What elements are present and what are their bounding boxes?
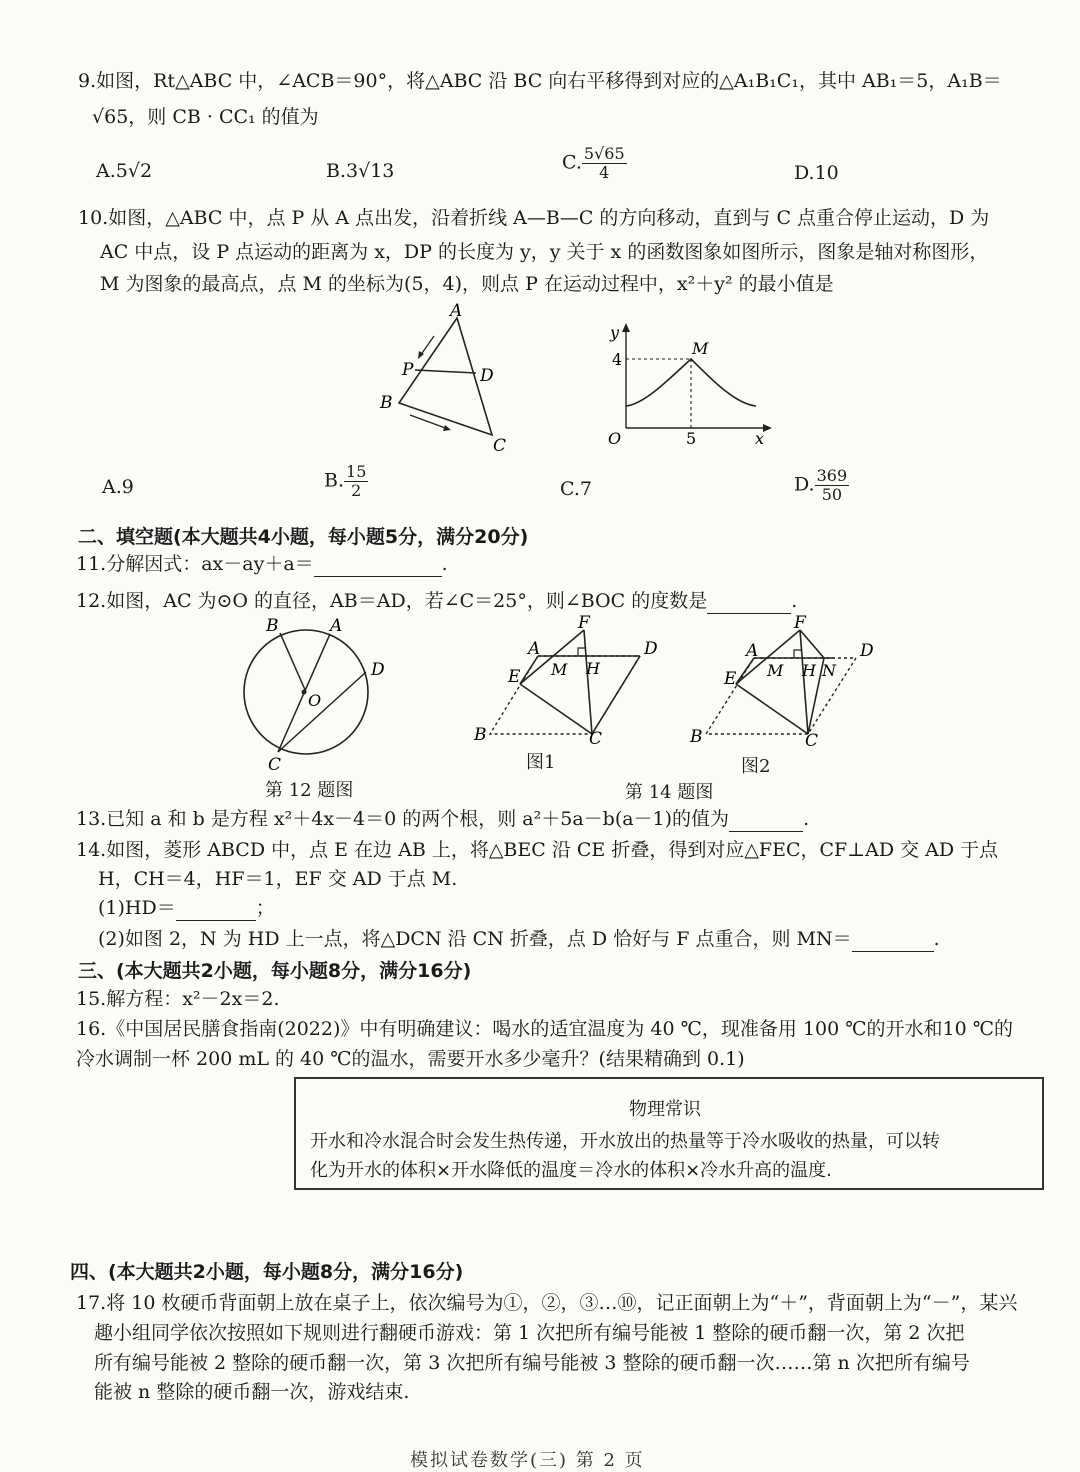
q15-text: 15.解方程：x²－2x＝2. (76, 988, 280, 1010)
q11: 11.分解因式：ax－ay＋a＝ . (76, 553, 448, 575)
q10-option-d-den: 50 (821, 485, 843, 504)
center-dot (302, 690, 307, 695)
q14-sub1: (1)HD＝ ； (98, 897, 275, 919)
q10-option-d (794, 467, 849, 504)
box-line2: 化为开水的体积×开水降低的温度＝冷水的体积×冷水升高的温度. (310, 1160, 832, 1181)
caption-fig2: 图2 (741, 756, 771, 777)
segment-fn (800, 630, 824, 658)
q14-sub2-blank (852, 933, 934, 952)
label-five: 5 (686, 429, 697, 448)
q12-text: 12.如图，AC 为⊙O 的直径，AB＝AD，若∠C＝25°，则∠BOC 的度数是 (76, 590, 708, 612)
section-3-title: 三、(本大题共2小题，每小题8分，满分16分) (78, 960, 472, 982)
q12-blank (707, 595, 791, 614)
segment-fc (584, 630, 592, 734)
q14-sub1-text: (1)HD＝ (98, 897, 176, 919)
q10-option-b-den: 2 (351, 481, 362, 500)
label-d: D (371, 660, 385, 680)
label-a: A (450, 301, 463, 321)
label-o: O (308, 691, 322, 710)
box-line1: 开水和冷水混合时会发生热传递，开水放出的热量等于冷水吸收的热量，可以转 (310, 1131, 940, 1152)
segment-ob (280, 633, 306, 692)
q12-circle-figure (238, 614, 398, 774)
q9-option-c-den: 4 (599, 163, 610, 182)
q17-line3: 所有编号能被 2 整除的硬币翻一次，第 3 次把所有编号能被 3 整除的硬币翻一次……第 n 次把所有编号 (94, 1352, 970, 1374)
segment-fc (800, 630, 808, 734)
q10-line1: 10.如图，△ABC 中，点 P 从 A 点出发，沿着折线 A—B—C 的方向移动，直到与 C 点重合停止运动，D 为 (78, 207, 990, 229)
q14-figure1 (468, 614, 668, 754)
q9-option-c-num: 5√65 (583, 144, 625, 163)
label-e: E (508, 667, 521, 687)
q14-sub2: (2)如图 2，N 为 HD 上一点，将△DCN 沿 CN 折叠，点 D 恰好与 F 点重合，则 MN＝ . (98, 928, 940, 950)
q10-graph-figure (590, 318, 780, 453)
label-c: C (589, 729, 603, 749)
label-b: B (690, 727, 703, 747)
q17-line1: 17.将 10 枚硬币背面朝上放在桌子上，依次编号为①，②，③…⑩，记正面朝上为“＋”，背面朝上为“－”，某兴 (76, 1292, 1018, 1314)
label-a: A (330, 616, 343, 636)
q10-option-b-num: 15 (346, 462, 367, 481)
caption-fig1: 图1 (526, 752, 556, 773)
q10-option-d-num: 369 (816, 466, 848, 485)
label-d: D (860, 641, 874, 661)
label-d: D (644, 639, 658, 659)
q12: 12.如图，AC 为⊙O 的直径，AB＝AD，若∠C＝25°，则∠BOC 的度数是 . (76, 590, 798, 612)
y-axis-arrow (622, 323, 630, 332)
q14-figure2 (684, 614, 884, 754)
segment-ae (520, 656, 538, 684)
q9-option-c (562, 145, 627, 182)
q10-option-b (324, 463, 368, 500)
q14-line2: H，CH＝4，HF＝1，EF 交 AD 于点 M. (98, 868, 458, 890)
label-a: A (528, 639, 541, 659)
label-x: x (755, 429, 765, 448)
q10-triangle-figure (370, 298, 520, 458)
segment-ec (736, 684, 808, 734)
label-m: M (551, 660, 568, 679)
label-h: H (586, 659, 600, 678)
label-d: D (480, 366, 494, 386)
q9-line1: 9.如图，Rt△ABC 中，∠ACB＝90°，将△ABC 沿 BC 向右平移得到对应的△A₁B₁C₁，其中 AB₁＝5，A₁B＝ (78, 70, 1002, 92)
q10-line2: AC 中点，设 P 点运动的距离为 x，DP 的长度为 y，y 关于 x 的函数图象如图所示，图象是轴对称图形， (100, 241, 989, 263)
q17-line2: 趣小组同学依次按照如下规则进行翻硬币游戏：第 1 次把所有编号能被 1 整除的硬币翻一次，第 2 次把 (94, 1322, 965, 1344)
chord-cd (278, 672, 366, 752)
label-f: F (578, 614, 590, 633)
q9-line2: √65，则 CB · CC₁ 的值为 (92, 106, 319, 128)
q11-blank (314, 558, 442, 577)
q10-option-a: A.9 (102, 476, 134, 498)
arrow-bc-head (443, 425, 451, 431)
q9-option-d: D.10 (794, 162, 839, 184)
q10-option-b-prefix: B. (324, 469, 345, 492)
q10-option-c: C.7 (560, 478, 592, 500)
q11-text: 11.分解因式：ax－ay＋a＝ (76, 553, 314, 575)
label-a: A (746, 641, 759, 661)
label-m: M (767, 661, 784, 680)
label-c: C (268, 755, 282, 774)
label-c: C (805, 731, 819, 751)
label-y: y (610, 323, 620, 342)
q16-line2: 冷水调制一杯 200 mL 的 40 ℃的温水，需要开水多少毫升？(结果精确到 0.1) (76, 1048, 745, 1070)
physics-note-box (294, 1077, 1044, 1190)
label-origin: O (608, 429, 622, 448)
segment-ec (520, 684, 592, 734)
q10-line3: M 为图象的最高点，点 M 的坐标为(5，4)，则点 P 在运动过程中，x²＋y² 的最小值是 (100, 273, 834, 295)
label-e: E (724, 669, 737, 689)
page-footer: 模拟试卷数学(三) 第 2 页 (410, 1450, 645, 1471)
box-title: 物理常识 (629, 1099, 701, 1120)
q13-blank (729, 813, 803, 832)
q13-text: 13.已知 a 和 b 是方程 x²＋4x－4＝0 的两个根，则 a²＋5a－b(a－1)的值为 (76, 808, 730, 830)
label-four: 4 (612, 350, 623, 369)
label-m: M (692, 339, 709, 358)
label-c: C (493, 436, 507, 456)
x-axis-arrow (763, 424, 772, 432)
q9-option-a: A.5√2 (96, 160, 153, 182)
label-b: B (380, 393, 393, 413)
q16-line1: 16.《中国居民膳食指南(2022)》中有明确建议：喝水的适宜温度为 40 ℃，现准备用 100 ℃的开水和10 ℃的 (76, 1018, 1013, 1040)
q17-line4: 能被 n 整除的硬币翻一次，游戏结束. (94, 1381, 410, 1403)
q14-sub2-text: (2)如图 2，N 为 HD 上一点，将△DCN 沿 CN 折叠，点 D 恰好与 F 点重合，则 MN＝ (98, 928, 852, 950)
caption-fig12: 第 12 题图 (265, 780, 354, 801)
q9-option-c-prefix: C. (562, 151, 582, 174)
segment-pd (415, 370, 476, 373)
label-b: B (474, 725, 487, 745)
q13: 13.已知 a 和 b 是方程 x²＋4x－4＝0 的两个根，则 a²＋5a－b(a－1)的值为 . (76, 808, 810, 830)
q10-option-d-prefix: D. (794, 473, 815, 496)
label-p: P (402, 360, 414, 380)
label-n: N (822, 661, 836, 680)
label-b: B (266, 616, 279, 636)
q14-line1: 14.如图，菱形 ABCD 中，点 E 在边 AB 上，将△BEC 沿 CE 折叠，得到对应△FEC，CF⊥AD 交 AD 于点 (76, 839, 999, 861)
caption-fig14: 第 14 题图 (625, 782, 714, 803)
section-2-title: 二、填空题(本大题共4小题，每小题5分，满分20分) (78, 526, 529, 548)
label-h: H (802, 661, 816, 680)
q14-sub1-blank (176, 902, 256, 921)
right-angle-mark (794, 650, 802, 658)
label-f: F (794, 614, 806, 633)
q9-option-b: B.3√13 (326, 160, 395, 182)
section-4-title: 四、(本大题共2小题，每小题8分，满分16分) (70, 1261, 464, 1283)
